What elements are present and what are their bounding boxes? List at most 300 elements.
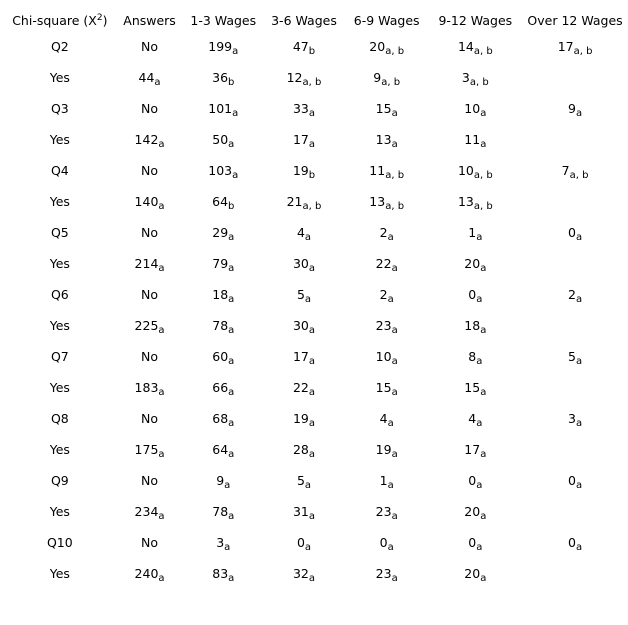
significance-subscript: a: [575, 108, 583, 119]
table-row: [4, 468, 628, 499]
count-cell: [263, 437, 345, 468]
header-6-9-wages: 6-9 Wages: [353, 12, 420, 28]
count-cell: [522, 220, 628, 251]
count-value: 103: [208, 163, 233, 178]
row-label: Yes: [49, 256, 70, 271]
count-cell: [183, 530, 263, 561]
chi-square-table: [4, 6, 628, 592]
header-9-12-wages: 9-12 Wages: [438, 12, 513, 28]
count-value: 2: [568, 287, 576, 302]
significance-subscript: a: [228, 325, 235, 336]
answer-subscript: a: [158, 325, 165, 336]
significance-subscript: a: [480, 263, 487, 274]
table-row: [4, 499, 628, 530]
significance-subscript: a: [391, 263, 398, 274]
significance-subscript: a: [387, 232, 394, 243]
count-value: 0: [468, 473, 477, 488]
count-value: 36: [212, 70, 229, 85]
count-value: 64: [212, 194, 229, 209]
header-1-3-wages: 1-3 Wages: [190, 12, 257, 28]
significance-subscript: a: [308, 573, 316, 584]
count-cell: [345, 313, 429, 344]
count-value: 18: [212, 287, 229, 302]
count-cell: [345, 437, 429, 468]
count-value: 0: [568, 473, 576, 488]
count-cell: [183, 406, 263, 437]
count-value: 23: [375, 318, 392, 333]
answer-value: No: [141, 225, 159, 240]
row-label: Yes: [49, 70, 70, 85]
significance-subscript: a: [391, 387, 398, 398]
significance-subscript: a: [228, 356, 235, 367]
answer-cell: [116, 220, 184, 251]
header-title-suffix: ): [102, 12, 108, 28]
count-cell: [183, 127, 263, 158]
significance-subscript: a: [391, 356, 398, 367]
significance-subscript: a: [232, 46, 239, 57]
count-value: 5: [568, 349, 576, 364]
count-value: 199: [208, 39, 233, 54]
count-cell: [429, 158, 523, 189]
significance-subscript: a, b: [302, 77, 322, 88]
count-cell: [429, 189, 523, 220]
table-row: [4, 220, 628, 251]
count-value: 0: [468, 287, 477, 302]
count-cell: [522, 96, 628, 127]
count-cell: [183, 220, 263, 251]
count-cell: [522, 344, 628, 375]
significance-subscript: a: [480, 139, 487, 150]
count-cell: [345, 468, 429, 499]
significance-subscript: a: [575, 232, 583, 243]
count-value: 19: [375, 442, 392, 457]
count-value: 4: [379, 411, 388, 426]
count-cell: [429, 561, 523, 592]
count-cell: [345, 561, 429, 592]
count-cell: [183, 282, 263, 313]
significance-subscript: a: [232, 170, 239, 181]
count-value: 7: [561, 163, 570, 178]
count-value: 14: [457, 39, 474, 54]
header-title-superscript: 2: [96, 12, 103, 23]
count-cell: [183, 251, 263, 282]
significance-subscript: a, b: [569, 170, 589, 181]
count-value: 50: [212, 132, 229, 147]
significance-subscript: a: [228, 232, 235, 243]
significance-subscript: a: [575, 356, 583, 367]
significance-subscript: a: [387, 294, 394, 305]
significance-subscript: a: [480, 573, 487, 584]
answer-cell: [116, 282, 184, 313]
answer-cell: [116, 34, 184, 65]
answer-value: 183: [134, 380, 159, 395]
row-label: Q8: [50, 411, 69, 426]
table-row: [4, 65, 628, 96]
row-label: Q3: [50, 101, 69, 116]
row-label: Yes: [49, 566, 70, 581]
significance-subscript: a, b: [385, 46, 405, 57]
count-cell: [429, 375, 523, 406]
row-label: Q2: [50, 39, 69, 54]
answer-cell: [116, 127, 184, 158]
significance-subscript: a: [228, 573, 235, 584]
significance-subscript: a: [387, 418, 394, 429]
significance-subscript: a: [304, 542, 312, 553]
answer-cell: [116, 313, 184, 344]
count-cell: [183, 344, 263, 375]
table-header: [4, 6, 628, 34]
significance-subscript: a: [391, 139, 398, 150]
count-value: 9: [568, 101, 576, 116]
count-value: 11: [464, 132, 481, 147]
count-cell: [263, 127, 345, 158]
significance-subscript: a: [387, 542, 394, 553]
count-value: 3: [461, 70, 470, 85]
count-value: 5: [296, 473, 305, 488]
count-cell: [522, 375, 628, 406]
row-label: Yes: [49, 132, 70, 147]
significance-subscript: a: [476, 418, 483, 429]
count-cell: [263, 189, 345, 220]
count-cell: [522, 561, 628, 592]
count-value: 10: [457, 163, 474, 178]
table-row: [4, 282, 628, 313]
row-label: Q6: [50, 287, 69, 302]
count-value: 0: [568, 535, 576, 550]
count-cell: [429, 530, 523, 561]
count-value: 22: [292, 380, 309, 395]
count-value: 21: [286, 194, 303, 209]
answer-subscript: a: [158, 511, 165, 522]
count-cell: [345, 344, 429, 375]
significance-subscript: a: [387, 480, 394, 491]
count-cell: [183, 158, 263, 189]
count-value: 12: [286, 70, 303, 85]
count-cell: [522, 313, 628, 344]
count-cell: [345, 375, 429, 406]
significance-subscript: a: [308, 356, 316, 367]
significance-subscript: a: [228, 139, 235, 150]
significance-subscript: a, b: [473, 170, 493, 181]
count-value: 64: [212, 442, 229, 457]
count-cell: [522, 189, 628, 220]
count-value: 47: [292, 39, 309, 54]
answer-subscript: a: [158, 139, 165, 150]
count-cell: [183, 561, 263, 592]
answer-subscript: a: [158, 573, 165, 584]
significance-subscript: a: [304, 294, 312, 305]
count-value: 30: [292, 256, 309, 271]
count-value: 0: [568, 225, 576, 240]
count-cell: [429, 437, 523, 468]
count-value: 0: [296, 535, 305, 550]
significance-subscript: a: [480, 108, 487, 119]
count-cell: [345, 251, 429, 282]
count-value: 31: [292, 504, 309, 519]
count-value: 19: [292, 163, 309, 178]
significance-subscript: a: [228, 294, 235, 305]
answer-value: No: [141, 163, 159, 178]
row-label: Q10: [46, 535, 73, 550]
header-3-6-wages: 3-6 Wages: [271, 12, 337, 28]
count-cell: [263, 344, 345, 375]
significance-subscript: a: [224, 542, 231, 553]
count-cell: [263, 375, 345, 406]
count-value: 19: [292, 411, 309, 426]
answer-value: 175: [134, 442, 159, 457]
table-row: [4, 34, 628, 65]
answer-cell: [116, 561, 184, 592]
count-cell: [522, 468, 628, 499]
count-cell: [429, 282, 523, 313]
significance-subscript: a: [308, 511, 316, 522]
table-row: [4, 313, 628, 344]
significance-subscript: a: [304, 480, 312, 491]
count-cell: [429, 251, 523, 282]
answer-value: No: [141, 101, 159, 116]
count-cell: [429, 344, 523, 375]
count-cell: [345, 158, 429, 189]
significance-subscript: a: [308, 108, 316, 119]
count-value: 13: [369, 194, 386, 209]
count-value: 8: [468, 349, 477, 364]
count-cell: [183, 189, 263, 220]
significance-subscript: a: [232, 108, 239, 119]
significance-subscript: a: [228, 387, 235, 398]
count-value: 1: [468, 225, 477, 240]
count-value: 29: [212, 225, 229, 240]
answer-value: No: [141, 535, 159, 550]
count-cell: [183, 468, 263, 499]
table-row: [4, 96, 628, 127]
count-cell: [345, 406, 429, 437]
significance-subscript: a: [228, 418, 235, 429]
significance-subscript: a: [308, 449, 316, 460]
significance-subscript: a: [575, 294, 583, 305]
table-row: [4, 530, 628, 561]
count-cell: [263, 65, 345, 96]
count-cell: [522, 437, 628, 468]
count-cell: [429, 65, 523, 96]
table-row: [4, 375, 628, 406]
count-value: 0: [468, 535, 477, 550]
row-label: Q5: [50, 225, 69, 240]
count-cell: [345, 499, 429, 530]
significance-subscript: a, b: [573, 46, 593, 57]
count-cell: [429, 96, 523, 127]
count-value: 20: [464, 256, 481, 271]
count-cell: [263, 530, 345, 561]
header-row: [4, 6, 628, 34]
header-chi-square: [4, 6, 116, 34]
answer-value: No: [141, 349, 159, 364]
count-cell: [345, 282, 429, 313]
row-label: Yes: [49, 442, 70, 457]
count-cell: [263, 34, 345, 65]
count-value: 66: [212, 380, 229, 395]
count-value: 101: [208, 101, 233, 116]
significance-subscript: a: [476, 480, 483, 491]
significance-subscript: a: [476, 294, 483, 305]
significance-subscript: a: [476, 232, 483, 243]
header-title-prefix: Chi-square (X: [12, 12, 97, 28]
significance-subscript: a: [308, 139, 316, 150]
count-value: 13: [457, 194, 474, 209]
significance-subscript: a: [228, 449, 235, 460]
significance-subscript: a: [391, 449, 398, 460]
count-value: 18: [464, 318, 481, 333]
significance-subscript: a: [391, 325, 398, 336]
count-value: 20: [369, 39, 386, 54]
count-cell: [522, 34, 628, 65]
significance-subscript: a: [308, 418, 316, 429]
count-cell: [183, 375, 263, 406]
count-cell: [429, 313, 523, 344]
count-value: 2: [379, 287, 388, 302]
count-cell: [345, 96, 429, 127]
count-cell: [183, 34, 263, 65]
count-value: 17: [292, 349, 309, 364]
table-row: [4, 251, 628, 282]
count-cell: [429, 406, 523, 437]
significance-subscript: a: [391, 511, 398, 522]
answer-cell: [116, 375, 184, 406]
count-value: 22: [375, 256, 392, 271]
count-cell: [263, 499, 345, 530]
significance-subscript: a: [391, 108, 398, 119]
significance-subscript: a: [480, 387, 487, 398]
significance-subscript: a: [308, 325, 316, 336]
count-value: 60: [212, 349, 229, 364]
significance-subscript: a, b: [385, 201, 405, 212]
table-row: [4, 344, 628, 375]
count-cell: [345, 127, 429, 158]
count-cell: [183, 65, 263, 96]
significance-subscript: a: [304, 232, 312, 243]
answer-cell: [116, 158, 184, 189]
table-row: [4, 437, 628, 468]
answer-subscript: a: [158, 387, 165, 398]
answer-cell: [116, 468, 184, 499]
count-cell: [263, 313, 345, 344]
count-value: 5: [296, 287, 305, 302]
answer-cell: [116, 344, 184, 375]
count-cell: [345, 189, 429, 220]
significance-subscript: a: [224, 480, 231, 491]
answer-subscript: a: [158, 449, 165, 460]
count-cell: [429, 468, 523, 499]
count-cell: [263, 251, 345, 282]
answer-subscript: a: [154, 77, 161, 88]
count-cell: [263, 282, 345, 313]
answer-cell: [116, 499, 184, 530]
answer-value: 240: [134, 566, 159, 581]
significance-subscript: b: [308, 170, 316, 181]
count-value: 17: [292, 132, 309, 147]
significance-subscript: a: [308, 263, 316, 274]
count-value: 3: [216, 535, 225, 550]
significance-subscript: a, b: [302, 201, 322, 212]
count-value: 1: [379, 473, 388, 488]
count-cell: [183, 499, 263, 530]
count-value: 68: [212, 411, 229, 426]
count-value: 20: [464, 566, 481, 581]
row-label: Yes: [49, 504, 70, 519]
significance-subscript: a: [228, 263, 235, 274]
significance-subscript: b: [308, 46, 316, 57]
answer-value: 140: [134, 194, 159, 209]
count-value: 32: [292, 566, 309, 581]
count-value: 15: [375, 101, 392, 116]
row-label: Yes: [49, 380, 70, 395]
significance-subscript: a, b: [469, 77, 489, 88]
count-cell: [429, 220, 523, 251]
count-cell: [183, 437, 263, 468]
count-value: 15: [375, 380, 392, 395]
header-answers: Answers: [123, 12, 176, 28]
answer-value: 225: [134, 318, 159, 333]
count-value: 83: [212, 566, 229, 581]
count-cell: [429, 34, 523, 65]
count-cell: [183, 313, 263, 344]
count-value: 79: [212, 256, 229, 271]
header-over-12-wages: Over 12 Wages: [527, 12, 623, 28]
count-cell: [263, 220, 345, 251]
answer-value: 44: [138, 70, 155, 85]
table-row: [4, 127, 628, 158]
table-row: [4, 158, 628, 189]
significance-subscript: a: [480, 325, 487, 336]
significance-subscript: a: [228, 511, 235, 522]
significance-subscript: a: [480, 511, 487, 522]
count-cell: [522, 251, 628, 282]
count-cell: [345, 530, 429, 561]
significance-subscript: a: [480, 449, 487, 460]
count-value: 33: [292, 101, 309, 116]
count-value: 10: [464, 101, 481, 116]
count-cell: [429, 127, 523, 158]
answer-cell: [116, 65, 184, 96]
answer-value: No: [141, 473, 159, 488]
count-cell: [522, 530, 628, 561]
table-row: [4, 561, 628, 592]
significance-subscript: a, b: [381, 77, 401, 88]
count-cell: [429, 499, 523, 530]
row-label: Q9: [50, 473, 69, 488]
count-value: 20: [464, 504, 481, 519]
count-cell: [345, 65, 429, 96]
significance-subscript: a: [575, 480, 583, 491]
answer-cell: [116, 189, 184, 220]
count-cell: [345, 220, 429, 251]
count-value: 23: [375, 566, 392, 581]
answer-value: 214: [134, 256, 159, 271]
count-value: 4: [468, 411, 477, 426]
count-cell: [263, 158, 345, 189]
count-value: 11: [369, 163, 386, 178]
table-row: [4, 189, 628, 220]
significance-subscript: a, b: [473, 201, 493, 212]
answer-cell: [116, 530, 184, 561]
count-cell: [263, 96, 345, 127]
significance-subscript: a: [308, 387, 316, 398]
count-value: 4: [296, 225, 305, 240]
significance-subscript: b: [228, 201, 235, 212]
count-value: 3: [568, 411, 576, 426]
count-value: 78: [212, 504, 229, 519]
count-value: 10: [375, 349, 392, 364]
answer-cell: [116, 406, 184, 437]
